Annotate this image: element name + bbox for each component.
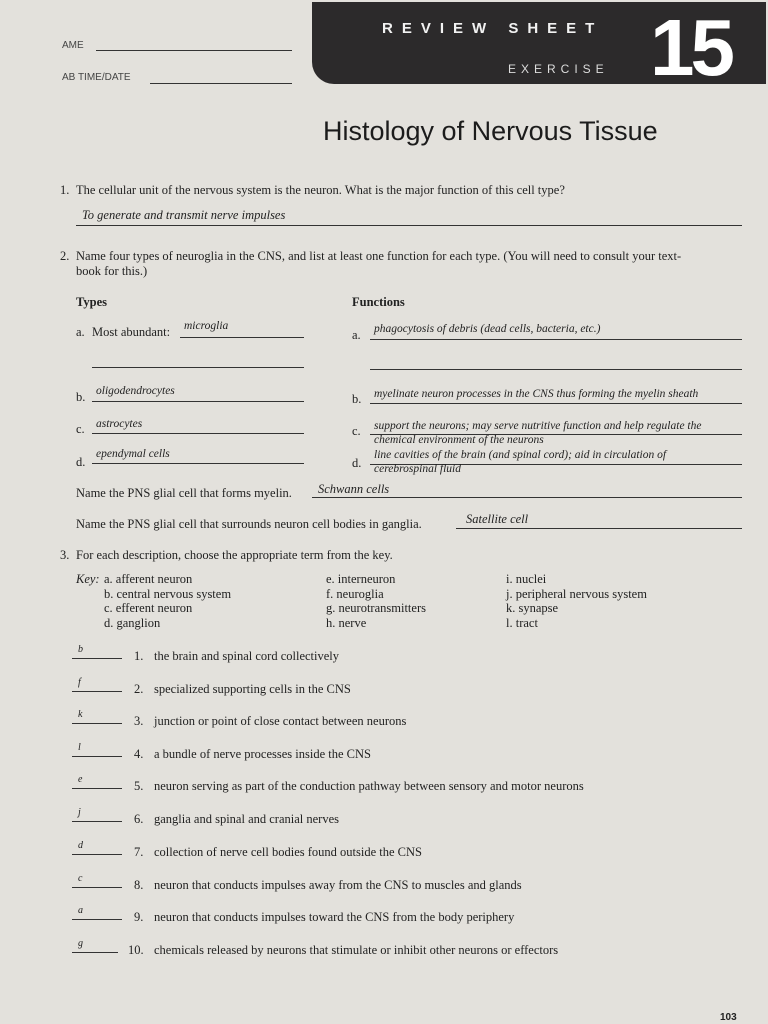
type-d-letter: d. <box>76 455 86 469</box>
match-item-4 <box>72 744 752 766</box>
match-description: a bundle of nerve processes inside the CNS <box>154 747 371 761</box>
key-item-j: j. peripheral nervous system <box>506 586 647 601</box>
pns-ganglia-answer: Satellite cell <box>466 512 529 526</box>
type-d-answer: ependymal cells <box>96 448 170 460</box>
match-answer-line[interactable] <box>72 887 122 888</box>
match-description: neuron that conducts impulses toward the CNS from the body periphery <box>154 910 515 924</box>
match-number: 4. <box>134 747 144 761</box>
key-item-i: i. nuclei <box>506 572 547 586</box>
match-answer-line[interactable] <box>72 854 122 855</box>
name-field[interactable] <box>96 50 292 51</box>
match-item-7 <box>72 842 752 864</box>
key-item-h: h. nerve <box>326 615 367 630</box>
match-answer-line[interactable] <box>72 658 122 659</box>
match-answer: e <box>78 774 83 785</box>
review-sheet-label: REVIEW SHEET <box>382 20 604 37</box>
page-title: Histology of Nervous Tissue <box>323 116 658 146</box>
function-d-answer: line cavities of the brain (and spinal cord); aid in circulation of <box>374 449 667 461</box>
key-item-e: e. interneuron <box>326 572 396 586</box>
type-a-letter: a. <box>76 325 85 339</box>
match-answer: k <box>78 709 83 720</box>
function-c-answer-cont: chemical environment of the neurons <box>374 434 544 446</box>
q3-text: For each description, choose the appropriate term from the key. <box>76 548 393 562</box>
key-item-a: a. afferent neuron <box>104 572 193 586</box>
match-answer: j <box>78 807 81 818</box>
pns-myelin-line[interactable] <box>312 497 742 498</box>
match-answer: g <box>78 938 83 949</box>
type-c-line[interactable] <box>92 433 304 434</box>
q2-text-line2: book for this.) <box>76 264 148 278</box>
key-item-b: b. central nervous system <box>104 586 232 601</box>
q1-number: 1. <box>60 183 70 197</box>
match-item-5 <box>72 776 752 798</box>
function-b-line[interactable] <box>370 403 742 404</box>
match-item-6 <box>72 809 752 831</box>
review-sheet-banner <box>312 2 766 92</box>
page-number: 103 <box>720 1012 737 1023</box>
match-answer-line[interactable] <box>72 952 118 953</box>
match-number: 1. <box>134 649 144 663</box>
match-answer-line[interactable] <box>72 691 122 692</box>
pns-ganglia-line[interactable] <box>456 528 742 529</box>
type-a-line-2[interactable] <box>92 367 304 368</box>
type-c-answer: astrocytes <box>96 418 143 430</box>
match-description: collection of nerve cell bodies found outside the CNS <box>154 845 422 859</box>
key-item-k: k. synapse <box>506 601 559 615</box>
match-number: 9. <box>134 910 144 924</box>
key-column-2 <box>326 572 426 630</box>
match-answer: b <box>78 644 83 655</box>
q1-answer: To generate and transmit nerve impulses <box>82 208 286 222</box>
function-c-letter: c. <box>352 424 361 438</box>
match-description: chemicals released by neurons that stimulate or inhibit other neurons or effectors <box>154 943 559 957</box>
types-header: Types <box>76 295 108 309</box>
key-item-d: d. ganglion <box>104 615 161 630</box>
match-answer: c <box>78 873 83 884</box>
q1-text: The cellular unit of the nervous system is the neuron. What is the major function of this cell type? <box>76 183 565 197</box>
pns-ganglia-question: Name the PNS glial cell that surrounds neuron cell bodies in ganglia. <box>76 517 422 531</box>
key-label: Key: <box>76 572 100 586</box>
type-c-letter: c. <box>76 422 85 436</box>
match-item-1 <box>72 646 752 668</box>
q1-answer-line[interactable] <box>76 225 742 226</box>
exercise-number: 15 <box>650 3 731 92</box>
match-description: specialized supporting cells in the CNS <box>154 682 351 696</box>
match-item-8 <box>72 875 752 897</box>
functions-header: Functions <box>352 295 405 309</box>
key-item-f: f. neuroglia <box>326 586 384 601</box>
match-description: junction or point of close contact between neurons <box>154 714 407 728</box>
q2-number: 2. <box>60 249 70 263</box>
key-column-3 <box>506 572 647 630</box>
match-number: 8. <box>134 878 144 892</box>
lab-time-date-field[interactable] <box>150 83 292 84</box>
match-item-2 <box>72 679 752 701</box>
function-d-letter: d. <box>352 456 362 470</box>
match-description: ganglia and spinal and cranial nerves <box>154 812 339 826</box>
type-a-prefix: Most abundant: <box>92 325 171 339</box>
key-item-g: g. neurotransmitters <box>326 601 426 615</box>
function-b-letter: b. <box>352 392 362 406</box>
match-number: 7. <box>134 845 144 859</box>
name-label: AME <box>62 40 84 51</box>
function-a-line-2[interactable] <box>370 369 742 370</box>
match-number: 6. <box>134 812 144 826</box>
match-number: 2. <box>134 682 144 696</box>
match-description: the brain and spinal cord collectively <box>154 649 340 663</box>
match-answer: f <box>78 677 81 688</box>
pns-myelin-question: Name the PNS glial cell that forms myelin. <box>76 486 292 500</box>
function-a-line[interactable] <box>370 339 742 340</box>
match-answer: l <box>78 742 81 753</box>
match-number: 5. <box>134 779 144 793</box>
type-a-line[interactable] <box>180 337 304 338</box>
match-number: 3. <box>134 714 144 728</box>
match-answer-line[interactable] <box>72 756 122 757</box>
match-item-10 <box>72 940 752 962</box>
match-answer-line[interactable] <box>72 723 122 724</box>
function-c-answer: support the neurons; may serve nutritive function and help regulate the <box>374 420 702 432</box>
lab-time-date-label: AB TIME/DATE <box>62 72 131 83</box>
exercise-label: EXERCISE <box>508 62 609 76</box>
type-b-line[interactable] <box>92 401 304 402</box>
match-item-3 <box>72 711 752 733</box>
match-answer-line[interactable] <box>72 821 122 822</box>
match-description: neuron serving as part of the conduction pathway between sensory and motor neurons <box>154 779 584 793</box>
key-item-l: l. tract <box>506 615 538 630</box>
match-item-9 <box>72 907 752 929</box>
key-column-1 <box>104 572 231 630</box>
function-b-answer: myelinate neuron processes in the CNS thus forming the myelin sheath <box>374 388 699 400</box>
match-number: 10. <box>128 943 144 957</box>
match-answer-line[interactable] <box>72 919 122 920</box>
match-answer: a <box>78 905 83 916</box>
key-item-c: c. efferent neuron <box>104 601 193 615</box>
q2-text-line1: Name four types of neuroglia in the CNS, and list at least one function for each type. (You will need to consult your text- <box>76 249 682 263</box>
match-answer: d <box>78 840 83 851</box>
q3-number: 3. <box>60 548 70 562</box>
pns-myelin-answer: Schwann cells <box>318 482 390 496</box>
match-answer-line[interactable] <box>72 788 122 789</box>
function-a-letter: a. <box>352 328 361 342</box>
function-a-answer: phagocytosis of debris (dead cells, bacteria, etc.) <box>374 323 601 335</box>
type-b-letter: b. <box>76 390 86 404</box>
function-d-answer-cont: cerebrospinal fluid <box>374 463 461 475</box>
type-d-line[interactable] <box>92 463 304 464</box>
type-b-answer: oligodendrocytes <box>96 385 175 397</box>
type-a-answer: microglia <box>184 320 229 332</box>
match-description: neuron that conducts impulses away from the CNS to muscles and glands <box>154 878 522 892</box>
